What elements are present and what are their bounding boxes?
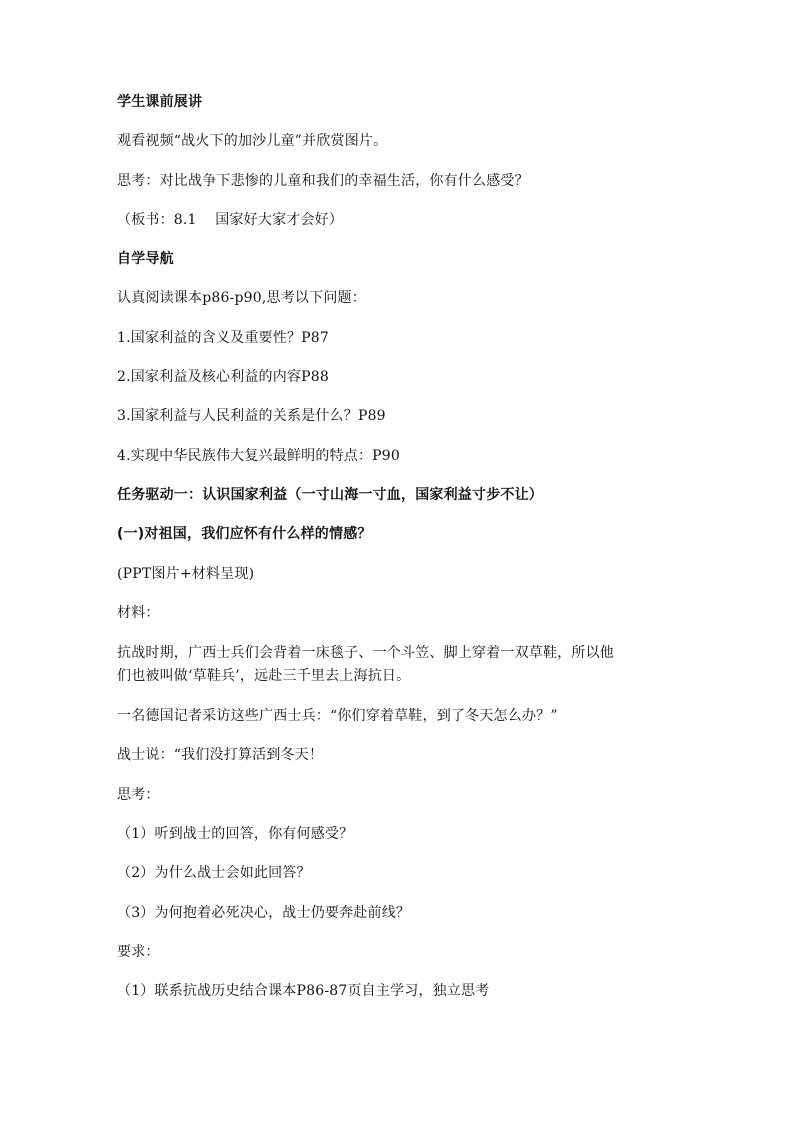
think-question-2: （2）为什么战士会如此回答？ <box>117 865 311 882</box>
requirement-1: （1）联系抗战历史结合课本P86-87页自主学习，独立思考 <box>117 983 490 1000</box>
question-1: 1.国家利益的含义及重要性？P87 <box>117 329 329 346</box>
think-question-1: （1）听到战士的回答，你有何感受？ <box>117 826 354 843</box>
text-blackboard-note: （板书：8.1 国家好大家才会好） <box>117 211 344 228</box>
paragraph-material <box>117 642 687 688</box>
text-soldier-reply: 战士说：“我们没打算活到冬天！ <box>117 747 324 764</box>
paragraph-material-line-1: 抗战时期，广西士兵们会背着一床毯子、一个斗笠、脚上穿着一双草鞋，所以他 <box>117 645 614 662</box>
label-requirements: 要求： <box>117 943 160 960</box>
text-ppt-presentation: (PPT图片+材料呈现) <box>117 565 255 582</box>
heading-task-driver-one: 任务驱动一：认识国家利益（一寸山海一寸血，国家利益寸步不让） <box>117 486 543 503</box>
text-read-textbook: 认真阅读课本p86-p90,思考以下问题： <box>117 290 366 307</box>
text-think-compare: 思考：对比战争下悲惨的儿童和我们的幸福生活，你有什么感受？ <box>117 172 529 189</box>
heading-section-one: (一)对祖国，我们应怀有什么样的情感？ <box>117 526 372 543</box>
question-2: 2.国家利益及核心利益的内容P88 <box>117 369 329 386</box>
question-4: 4.实现中华民族伟大复兴最鲜明的特点：P90 <box>117 447 400 464</box>
text-reporter-interview: 一名德国记者采访这些广西士兵：“你们穿着草鞋，到了冬天怎么办？” <box>117 708 558 725</box>
paragraph-material-line-2: 们也被叫做‘草鞋兵’，远赴三千里去上海抗日。 <box>117 668 411 685</box>
think-question-3: （3）为何抱着必死决心，战士仍要奔赴前线？ <box>117 904 411 921</box>
label-material: 材料： <box>117 604 160 621</box>
heading-student-presentation: 学生课前展讲 <box>117 94 203 110</box>
label-think: 思考： <box>117 786 160 803</box>
text-watch-video: 观看视频“战火下的加沙儿童”并欣赏图片。 <box>117 133 388 150</box>
document-body <box>117 92 687 1021</box>
heading-self-study-guide: 自学导航 <box>117 251 174 268</box>
question-3: 3.国家利益与人民利益的关系是什么？P89 <box>117 408 386 425</box>
